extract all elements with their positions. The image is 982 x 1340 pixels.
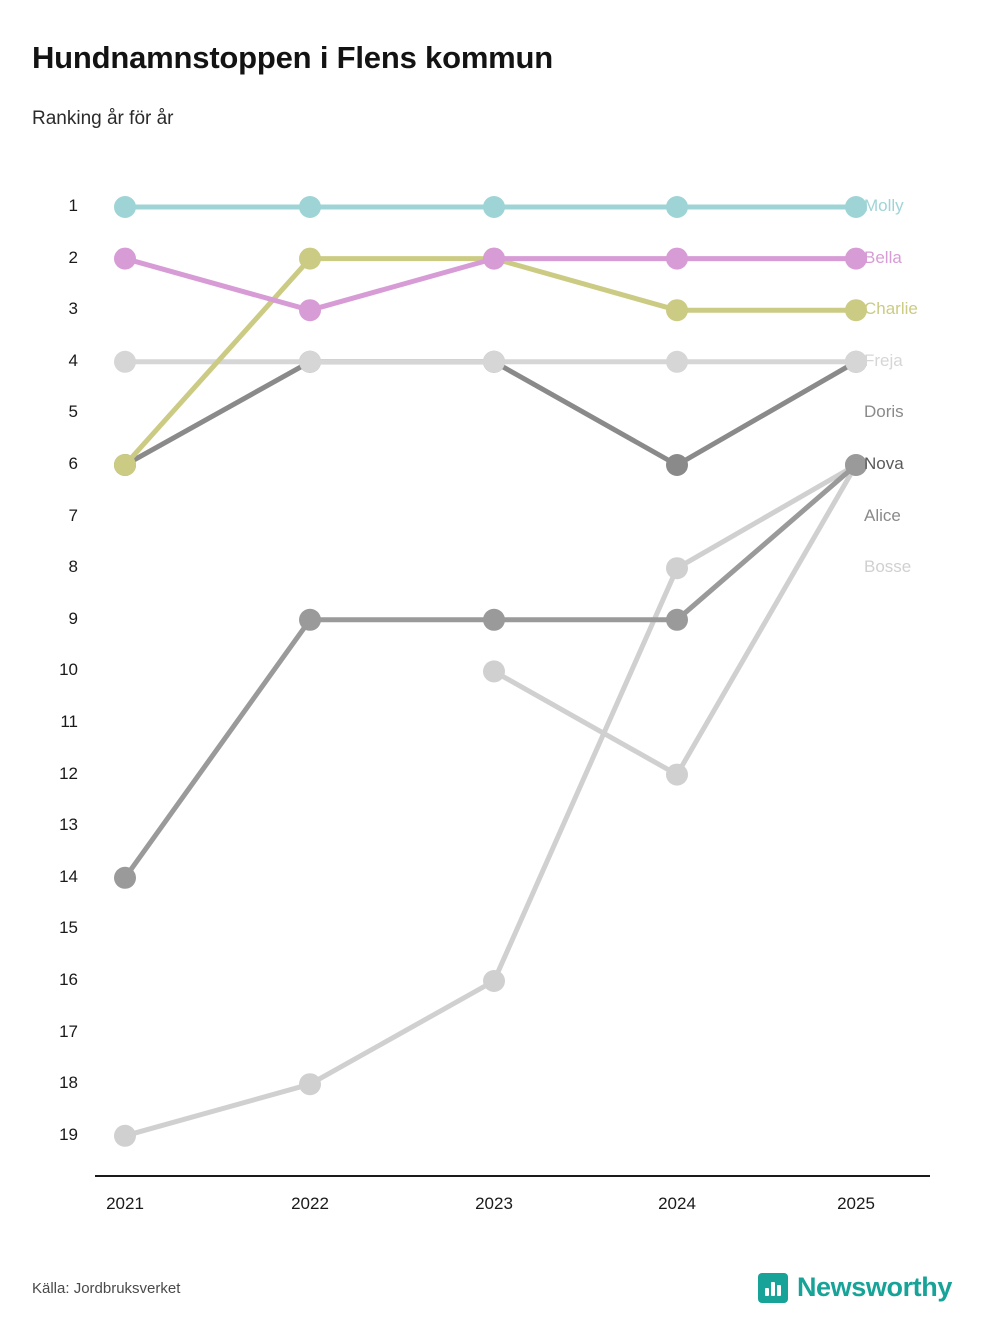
x-axis-tick: 2024 — [658, 1194, 696, 1213]
series-label: Freja — [864, 350, 903, 370]
y-axis-tick: 13 — [59, 815, 78, 835]
x-axis-tick: 2022 — [291, 1194, 329, 1213]
series-point — [299, 248, 321, 270]
x-axis-tick: 2023 — [475, 1194, 513, 1213]
series-label: Bosse — [864, 557, 912, 577]
series-point — [483, 609, 505, 631]
y-axis-tick: 17 — [59, 1021, 78, 1041]
series-point — [114, 351, 136, 373]
series-point — [299, 196, 321, 218]
series-point — [114, 1125, 136, 1147]
y-axis-tick: 14 — [59, 866, 78, 886]
series-point — [299, 351, 321, 373]
series-point — [666, 299, 688, 321]
series-label: Bella — [864, 247, 902, 267]
y-axis-tick: 9 — [68, 608, 78, 628]
y-axis-tick: 11 — [60, 712, 78, 731]
y-axis-tick: 7 — [68, 505, 78, 525]
series-point — [666, 454, 688, 476]
page-subtitle: Ranking år för år — [32, 108, 174, 129]
series-point — [114, 248, 136, 270]
brand-name: Newsworthy — [796, 1272, 952, 1302]
series-label: Alice — [864, 505, 901, 525]
y-axis-tick: 3 — [68, 299, 78, 319]
y-axis-tick: 12 — [59, 763, 78, 783]
series-point — [483, 196, 505, 218]
y-axis-tick: 2 — [68, 247, 78, 267]
series-point — [114, 454, 136, 476]
y-axis-tick: 8 — [68, 557, 78, 577]
series-point — [666, 248, 688, 270]
series-label: Nova — [864, 454, 904, 473]
brand-logo — [758, 1272, 952, 1303]
series-line — [125, 362, 856, 465]
series-point — [483, 970, 505, 992]
series-point — [114, 196, 136, 218]
series-label: Charlie — [864, 299, 918, 319]
x-axis-tick: 2025 — [837, 1194, 875, 1213]
page-title: Hundnamnstoppen i Flens kommun — [32, 40, 554, 75]
series-point — [299, 609, 321, 631]
series-point — [483, 351, 505, 373]
y-axis-tick: 5 — [68, 402, 78, 422]
y-axis-tick: 18 — [59, 1073, 78, 1093]
series-label: Molly — [864, 196, 904, 215]
x-axis-tick: 2021 — [106, 1194, 144, 1213]
y-axis-tick: 16 — [59, 970, 78, 989]
y-axis-tick: 15 — [59, 918, 78, 938]
y-axis-tick: 6 — [68, 454, 78, 473]
series-label: Doris — [864, 402, 904, 422]
series-point — [666, 764, 688, 786]
y-axis-tick: 1 — [68, 196, 78, 215]
series-point — [483, 660, 505, 682]
series-point — [666, 609, 688, 631]
y-axis-tick: 19 — [59, 1124, 78, 1144]
y-axis-tick: 4 — [68, 350, 78, 370]
series-point — [299, 299, 321, 321]
series-line — [125, 465, 856, 1136]
series-point — [666, 557, 688, 579]
chart-bars-icon — [758, 1273, 788, 1303]
series-point — [299, 1073, 321, 1095]
y-axis-tick: 10 — [59, 660, 78, 680]
series-point — [114, 867, 136, 889]
series-point — [666, 351, 688, 373]
source-note: Källa: Jordbruksverket — [32, 1280, 181, 1297]
series-point — [666, 196, 688, 218]
series-point — [483, 248, 505, 270]
